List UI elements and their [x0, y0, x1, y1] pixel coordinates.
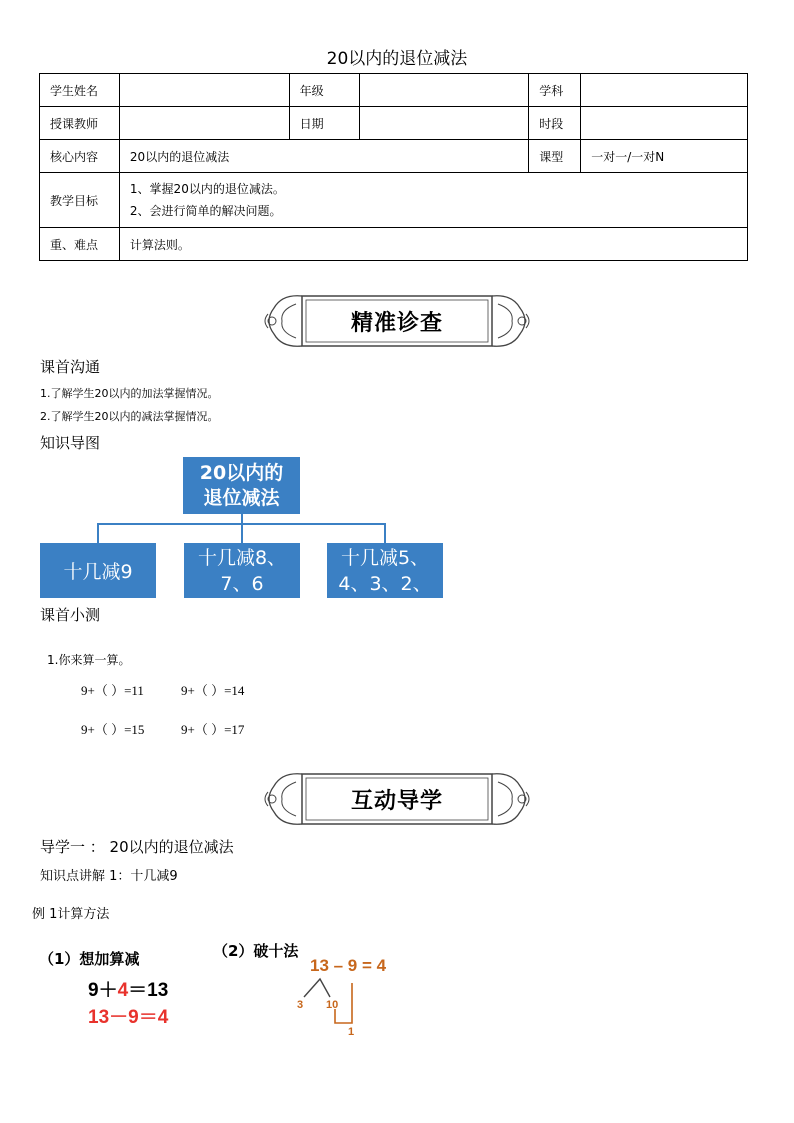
teacher-field[interactable] — [119, 107, 289, 140]
type-value: 一对一/一对N — [581, 140, 748, 173]
key-label: 重、难点 — [40, 228, 120, 261]
quiz-equation-3[interactable]: 9+（ ）=15 — [81, 722, 145, 737]
mindmap-connector — [384, 523, 386, 543]
info-table — [39, 73, 748, 261]
mindmap-root — [183, 457, 300, 514]
split-right-number: 10 — [326, 999, 339, 1011]
mindmap-connector — [241, 523, 243, 543]
banner-diagnosis — [262, 290, 532, 352]
teacher-label: 授课教师 — [40, 107, 120, 140]
split-left-number: 3 — [297, 999, 304, 1011]
quiz-heading: 课首小测 — [40, 606, 101, 624]
method-1-equation-2: 13－9＝4 — [88, 1007, 169, 1028]
method-1-eq-part-b: 4 — [117, 980, 129, 1001]
date-label: 日期 — [289, 107, 359, 140]
student-name-label: 学生姓名 — [40, 74, 120, 107]
type-label: 课型 — [529, 140, 581, 173]
mindmap-child-3-line-2: 4、3、2、 — [338, 572, 432, 595]
mindmap-root-line-2: 退位减法 — [203, 486, 280, 509]
communication-item-2: 2.了解学生20以内的减法掌握情况。 — [40, 410, 219, 423]
method-1-eq-part-a: 9＋ — [88, 980, 118, 1001]
banner-diagnosis-title: 精准诊查 — [350, 309, 443, 336]
goal-line-2: 2、会进行简单的解决问题。 — [129, 204, 282, 218]
quiz-equation-4[interactable]: 9+（ ）=17 — [181, 722, 245, 737]
mindmap-child-3-line-1: 十几减5、 — [340, 546, 430, 569]
method-1-label: （1）想加算减 — [39, 950, 140, 968]
goal-label: 教学目标 — [40, 173, 120, 228]
example-title: 例 1计算方法 — [32, 907, 110, 922]
core-label: 核心内容 — [40, 140, 120, 173]
goal-value — [119, 173, 747, 228]
doc-title: 20以内的退位减法 — [326, 49, 468, 69]
mindmap-child-3 — [327, 543, 443, 598]
mindmap-child-1: 十几减9 — [40, 543, 156, 598]
mindmap-child-2-line-2: 7、6 — [220, 572, 264, 595]
method-1-equation-1 — [88, 975, 168, 1002]
communication-item-1: 1.了解学生20以内的加法掌握情况。 — [40, 387, 219, 400]
period-field[interactable] — [581, 107, 748, 140]
goal-line-1: 1、掌握20以内的退位减法。 — [129, 182, 285, 196]
grade-field[interactable] — [359, 74, 529, 107]
core-value: 20以内的退位减法 — [119, 140, 528, 173]
mindmap-child-2 — [184, 543, 300, 598]
mindmap-child-2-line-1: 十几减8、 — [197, 546, 287, 569]
quiz-prompt: 1.你来算一算。 — [47, 653, 131, 667]
subject-label: 学科 — [529, 74, 581, 107]
grade-label: 年级 — [289, 74, 359, 107]
student-name-field[interactable] — [119, 74, 289, 107]
split-bottom-number: 1 — [348, 1026, 355, 1038]
guide-heading: 导学一 ： 20以内的退位减法 — [40, 838, 234, 856]
quiz-equation-2[interactable]: 9+（ ）=14 — [181, 683, 245, 698]
mindmap-root-line-1: 20以内的 — [199, 461, 284, 484]
quiz-equation-1[interactable]: 9+（ ）=11 — [81, 683, 144, 698]
key-value: 计算法则。 — [119, 228, 747, 261]
section-communication-heading: 课首沟通 — [40, 358, 101, 376]
mindmap-connector — [97, 523, 99, 543]
knowledge-point: 知识点讲解 1：十几减9 — [40, 869, 178, 884]
banner-guided-learning-title: 互动导学 — [350, 787, 443, 814]
banner-guided-learning — [262, 768, 532, 830]
subject-field[interactable] — [581, 74, 748, 107]
method-1-eq-part-c: ＝13 — [128, 980, 169, 1001]
method-2-label: （2）破十法 — [213, 942, 299, 960]
mindmap-heading: 知识导图 — [40, 434, 101, 452]
method-2-equation: 13 – 9 = 4 — [310, 956, 387, 975]
date-field[interactable] — [359, 107, 529, 140]
period-label: 时段 — [529, 107, 581, 140]
